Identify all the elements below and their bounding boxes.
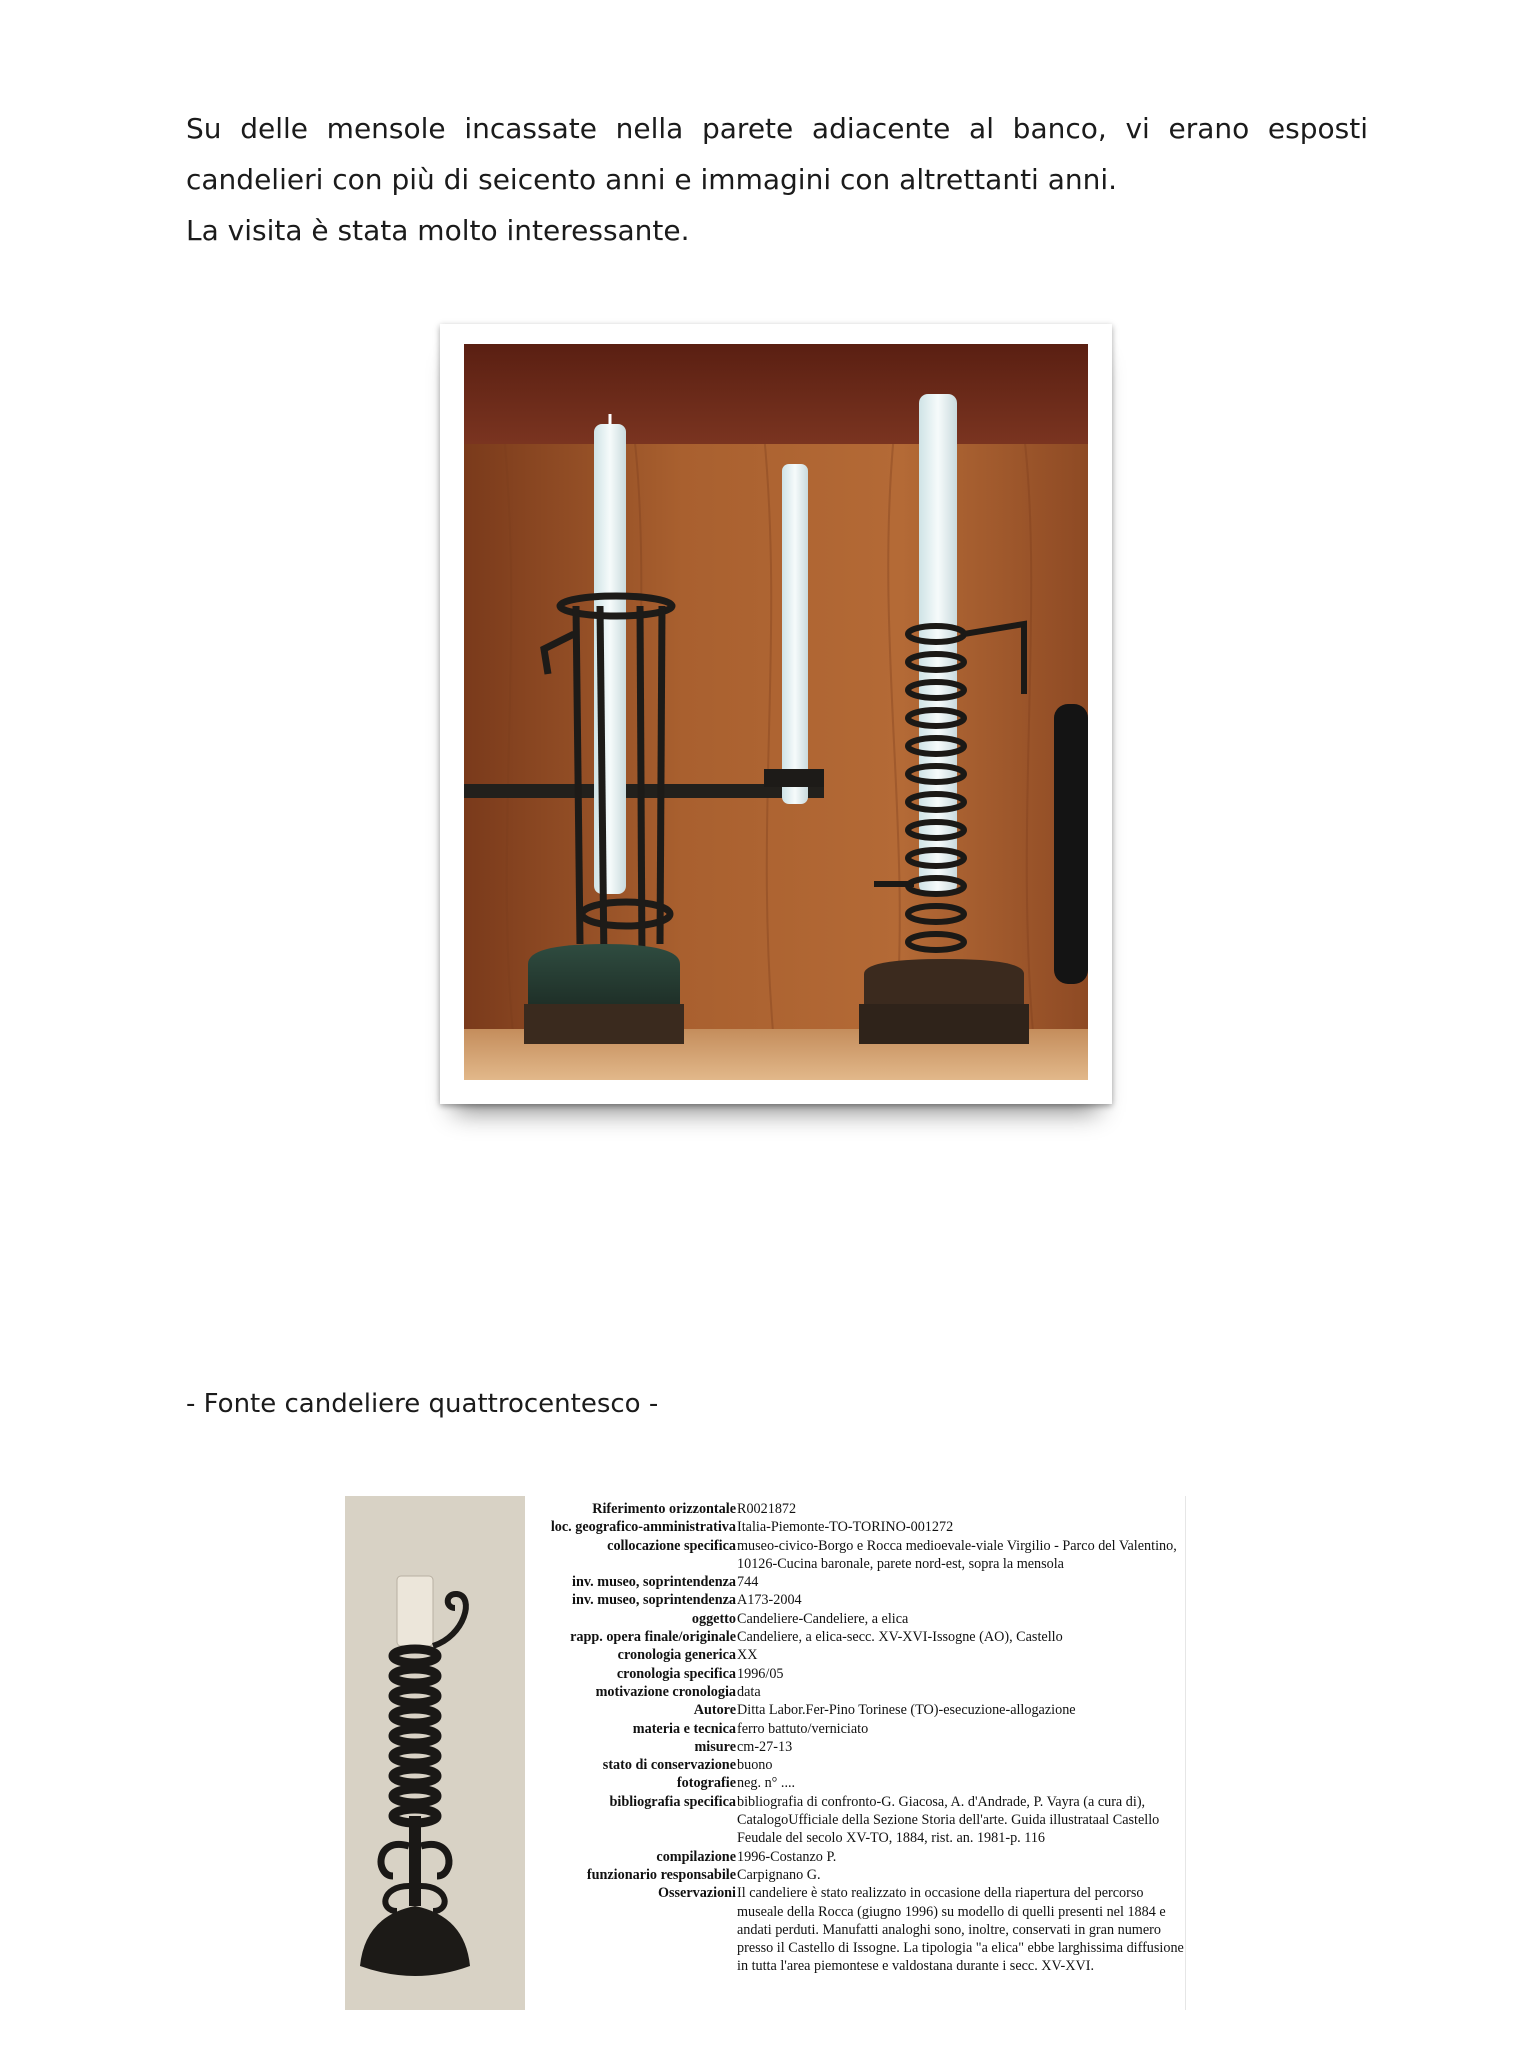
record-row — [525, 1793, 1185, 1848]
record-value: buono — [737, 1757, 773, 1774]
record-label: inv. museo, soprintendenza — [572, 1592, 736, 1609]
record-row — [525, 1756, 1185, 1774]
intro-line-1: Su delle mensole incassate nella parete adiacente al banco, vi erano esposti — [186, 112, 1368, 145]
record-border — [1185, 1496, 1186, 2010]
record-label: loc. geografico-amministrativa — [550, 1519, 736, 1536]
record-row — [525, 1573, 1185, 1591]
intro-paragraph — [186, 103, 1368, 256]
record-value: cm-27-13 — [737, 1738, 793, 1755]
record-label: misure — [694, 1738, 736, 1755]
record-value: Ditta Labor.Fer-Pino Torinese (TO)-esecuzione-allogazione — [737, 1702, 1076, 1719]
record-row — [525, 1738, 1185, 1756]
record-label: Riferimento orizzontale — [592, 1501, 736, 1517]
record-row — [525, 1628, 1185, 1646]
record-value: ferro battuto/verniciato — [737, 1720, 869, 1737]
record-label: inv. museo, soprintendenza — [572, 1574, 736, 1591]
record-label: collocazione specifica — [607, 1537, 736, 1554]
record-row — [525, 1537, 1185, 1574]
record-label: motivazione cronologia — [595, 1683, 736, 1700]
record-label: cronologia generica — [617, 1647, 736, 1664]
candlesticks-photo-frame — [440, 324, 1112, 1104]
record-row — [525, 1848, 1185, 1866]
record-label: materia e tecnica — [632, 1720, 736, 1737]
record-row — [525, 1701, 1185, 1719]
record-row — [525, 1500, 1185, 1518]
record-value: Carpignano G. — [737, 1866, 821, 1883]
record-row — [525, 1518, 1185, 1536]
record-row — [525, 1866, 1185, 1884]
record-label: cronologia specifica — [616, 1665, 736, 1682]
intro-line-3: La visita è stata molto interessante. — [186, 214, 690, 247]
record-value: Candeliere, a elica-secc. XV-XVI-Issogne (AO), Castello — [737, 1629, 1063, 1646]
record-label: Autore — [693, 1702, 736, 1719]
record-value: A173-2004 — [737, 1592, 802, 1609]
catalog-record-table — [525, 1500, 1185, 1976]
record-row — [525, 1774, 1185, 1792]
record-label: stato di conservazione — [602, 1757, 736, 1774]
record-label: rapp. opera finale/originale — [570, 1629, 736, 1646]
record-candlestick-photo — [345, 1496, 525, 2010]
record-value: neg. n° .... — [737, 1775, 796, 1792]
record-value: 744 — [737, 1574, 759, 1591]
candlesticks-photo-illustration — [464, 344, 1088, 1080]
record-value: data — [737, 1683, 761, 1700]
record-row — [525, 1665, 1185, 1683]
record-label: oggetto — [691, 1610, 736, 1627]
record-value: Italia-Piemonte-TO-TORINO-001272 — [737, 1519, 954, 1536]
candlestick-illustration — [345, 1496, 525, 2010]
record-row — [525, 1610, 1185, 1628]
record-value: Candeliere-Candeliere, a elica — [737, 1610, 909, 1627]
record-label: fotografie — [676, 1775, 736, 1792]
record-label: compilazione — [656, 1848, 736, 1865]
record-value: bibliografia di confronto-G. Giacosa, A. d'Andrade, P. Vayra (a cura di), CatalogoUfficiale della Sezione Storia dell'arte. Guida illustrataal Castello Feudale del secolo XV-TO, 1884, rist. an. 1981-p. 116 — [737, 1793, 1160, 1847]
record-label: bibliografia specifica — [609, 1793, 736, 1810]
record-value: 1996/05 — [737, 1665, 784, 1682]
source-caption: - Fonte candeliere quattrocentesco - — [186, 1389, 659, 1419]
record-row — [525, 1683, 1185, 1701]
record-value: Il candeliere è stato realizzato in occasione della riapertura del percorso museale della Rocca (giugno 1996) su modello di quelli presenti nel 1884 e andati perduti. Manufatti analoghi sono, inoltre, conservati in gran numero presso il Castello di Issogne. La tipologia "a elica" ebbe larghissima diffusione in tutta l'area piemontese e valdostana durante i secc. XV-XVI. — [737, 1885, 1184, 1975]
record-row — [525, 1591, 1185, 1609]
intro-line-2: candelieri con più di seicento anni e immagini con altrettanti anni. — [186, 163, 1118, 196]
candlesticks-photo — [464, 344, 1088, 1080]
record-label: funzionario responsabile — [586, 1866, 736, 1883]
record-label: Osservazioni — [657, 1885, 736, 1902]
record-row — [525, 1720, 1185, 1738]
record-value: XX — [737, 1647, 758, 1664]
record-row — [525, 1646, 1185, 1664]
record-value: 1996-Costanzo P. — [737, 1848, 837, 1865]
record-value: R0021872 — [737, 1501, 797, 1517]
record-value: museo-civico-Borgo e Rocca medioevale-viale Virgilio - Parco del Valentino, 10126-Cucina baronale, parete nord-est, sopra la mensola — [737, 1537, 1177, 1572]
record-row — [525, 1884, 1185, 1975]
